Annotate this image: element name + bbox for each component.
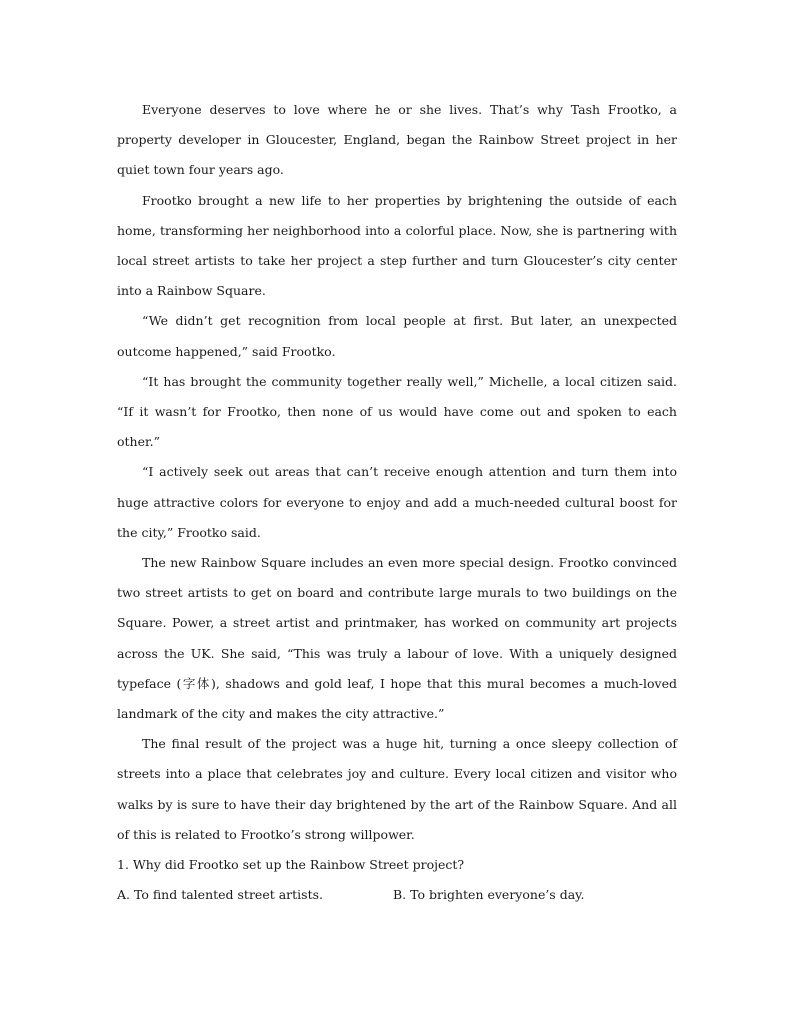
document-body xyxy=(117,95,677,910)
question-1: 1. Why did Frootko set up the Rainbow Street project? xyxy=(117,857,465,873)
paragraph-1: Everyone deserves to love where he or she lives. That’s why Tash Frootko, a property developer in Gloucester, England, began the Rainbow Street project in her quiet town four years ago. xyxy=(117,102,677,178)
option-b: B. To brighten everyone’s day. xyxy=(393,887,585,903)
paragraph-6: The new Rainbow Square includes an even more special design. Frootko convinced two street artists to get on board and contribute large murals to two buildings on the Square. Power, a street artist and printmaker, has worked on community art projects across the UK. She said, “This was truly a labour of love. With a uniquely designed typeface (字体), shadows and gold leaf, I hope that this mural becomes a much-loved landmark of the city and makes the city attractive.” xyxy=(117,555,677,722)
paragraph-7: The final result of the project was a huge hit, turning a once sleepy collection of streets into a place that celebrates joy and culture. Every local citizen and visitor who walks by is sure to have their day brightened by the art of the Rainbow Square. And all of this is related to Frootko’s strong willpower. xyxy=(117,736,677,842)
paragraph-4: “It has brought the community together really well,” Michelle, a local citizen said. “If it wasn’t for Frootko, then none of us would have come out and spoken to each other.” xyxy=(117,373,677,450)
question-1-options xyxy=(117,880,677,910)
paragraph-3: “We didn’t get recognition from local people at first. But later, an unexpected outcome happened,” said Frootko. xyxy=(117,313,677,359)
option-a: A. To find talented street artists. xyxy=(117,887,323,903)
paragraph-2: Frootko brought a new life to her properties by brightening the outside of each home, transforming her neighborhood into a colorful place. Now, she is partnering with local street artists to take her project a step further and turn Gloucester’s city center into a Rainbow Square. xyxy=(117,192,677,299)
paragraph-5: “I actively seek out areas that can’t receive enough attention and turn them into huge attractive colors for everyone to enjoy and add a much-needed cultural boost for the city,” Frootko said. xyxy=(117,464,677,540)
